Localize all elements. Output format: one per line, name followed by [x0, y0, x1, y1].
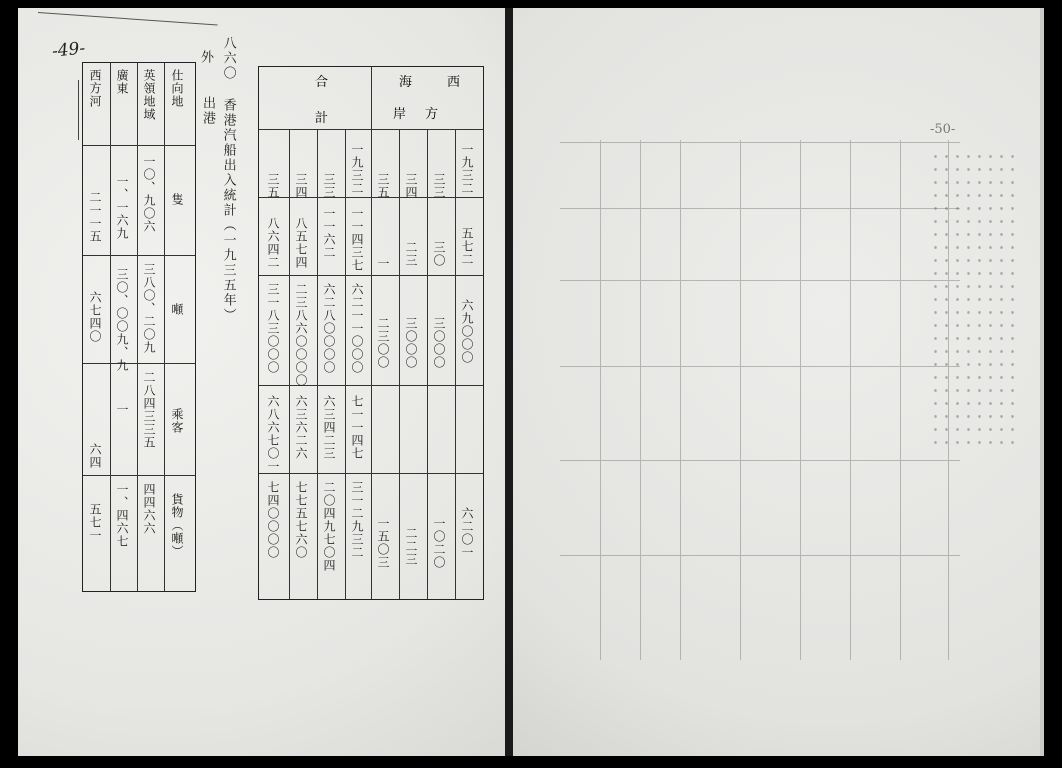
header-total: 合: [315, 75, 329, 90]
year-label: 三四: [404, 173, 418, 199]
row-ships: 二一一五: [88, 191, 102, 243]
year-label: 三四: [294, 173, 308, 199]
page-number: -49-: [51, 38, 87, 62]
row-dest: 英領地域: [142, 69, 156, 121]
header-sum: 計: [315, 111, 329, 126]
ships-value: 八六四二: [266, 217, 280, 269]
cargo-value: 一五〇三: [376, 517, 390, 569]
page-edge: [1040, 8, 1044, 756]
passengers-value: 七一一四七: [350, 395, 364, 460]
cargo-value: 二〇四九七〇四: [322, 481, 336, 572]
header-west: 西: [447, 75, 461, 90]
passengers-value: 六三六二六: [294, 395, 308, 460]
row-passengers: 一: [115, 403, 129, 416]
tons-value: 六九〇〇〇: [460, 299, 474, 364]
row-passengers: 二八四三三五: [142, 371, 156, 449]
right-page-number: -50-: [930, 122, 956, 137]
header-ships: 隻: [170, 193, 184, 206]
table-by-destination: [82, 62, 196, 592]
header-cargo: 貨物（噸）: [170, 493, 184, 558]
cargo-value: 七七五七六〇: [294, 481, 308, 559]
tons-value: 六二一一〇〇〇: [350, 283, 364, 374]
tons-value: 二三〇〇: [376, 317, 390, 369]
ships-value: 八五七四: [294, 217, 308, 269]
book-spine: [505, 8, 513, 756]
tons-value: 六二八〇〇〇〇: [322, 283, 336, 374]
header-tons: 噸: [170, 303, 184, 316]
tons-value: 二三八六〇〇〇〇: [294, 283, 308, 387]
margin-line: [78, 80, 79, 140]
row-ships: 一〇、九〇六: [142, 155, 156, 233]
year-label: 一九三二: [460, 143, 474, 195]
row-passengers: 六四: [88, 443, 102, 469]
row-ships: 一、一六九: [115, 175, 129, 240]
cargo-value: 七四〇〇〇〇: [266, 481, 280, 559]
row-dest: 西方河: [88, 69, 102, 108]
row-tons: 三〇、〇〇九、九: [115, 268, 129, 372]
year-label: 三五: [376, 173, 390, 199]
page-title: 八六〇 香港汽船出入統計（一九三五年）: [220, 36, 236, 323]
row-tons: 三八〇、二〇九: [142, 263, 156, 354]
row-cargo: 四四六六: [142, 483, 156, 535]
cargo-value: 一〇二〇: [432, 517, 446, 569]
year-label: 三三: [432, 173, 446, 199]
year-label: 一九三二: [350, 143, 364, 195]
row-dest: 廣東: [115, 69, 129, 95]
tons-value: 三〇〇〇: [404, 317, 418, 369]
header-destination: 仕向地: [170, 69, 184, 108]
row-tons: 六七四〇: [88, 291, 102, 343]
section-label: 出港: [200, 96, 215, 126]
tons-value: 三〇〇〇: [432, 317, 446, 369]
ships-value: 一一六二: [322, 207, 336, 259]
cargo-value: 三一二九三二: [350, 481, 364, 559]
section-mark: 外: [198, 50, 213, 65]
header-passengers: 乘客: [170, 408, 184, 434]
header-sea: 海: [399, 75, 413, 90]
year-label: 三三: [322, 173, 336, 199]
ships-value: 一一四三七: [350, 207, 364, 272]
ships-value: 二三: [404, 241, 418, 267]
print-noise: [930, 150, 1020, 450]
cargo-value: 六二〇一: [460, 507, 474, 559]
row-cargo: 五七一: [88, 503, 102, 542]
tons-value: 三一八三〇〇〇: [266, 283, 280, 374]
row-cargo: 一、四六七: [115, 483, 129, 548]
faded-table: [560, 130, 960, 670]
passengers-value: 六三四二三: [322, 395, 336, 460]
cargo-value: 二二三: [404, 527, 418, 566]
year-label: 三五: [266, 173, 280, 199]
passengers-value: 六八六七〇一: [266, 395, 280, 473]
ships-value: 三〇: [432, 241, 446, 267]
header-coast: 岸: [393, 107, 407, 122]
ships-value: 一: [376, 257, 390, 270]
ships-value: 五七二: [460, 227, 474, 266]
table-by-year: [258, 66, 484, 600]
header-direction: 方: [425, 107, 439, 122]
